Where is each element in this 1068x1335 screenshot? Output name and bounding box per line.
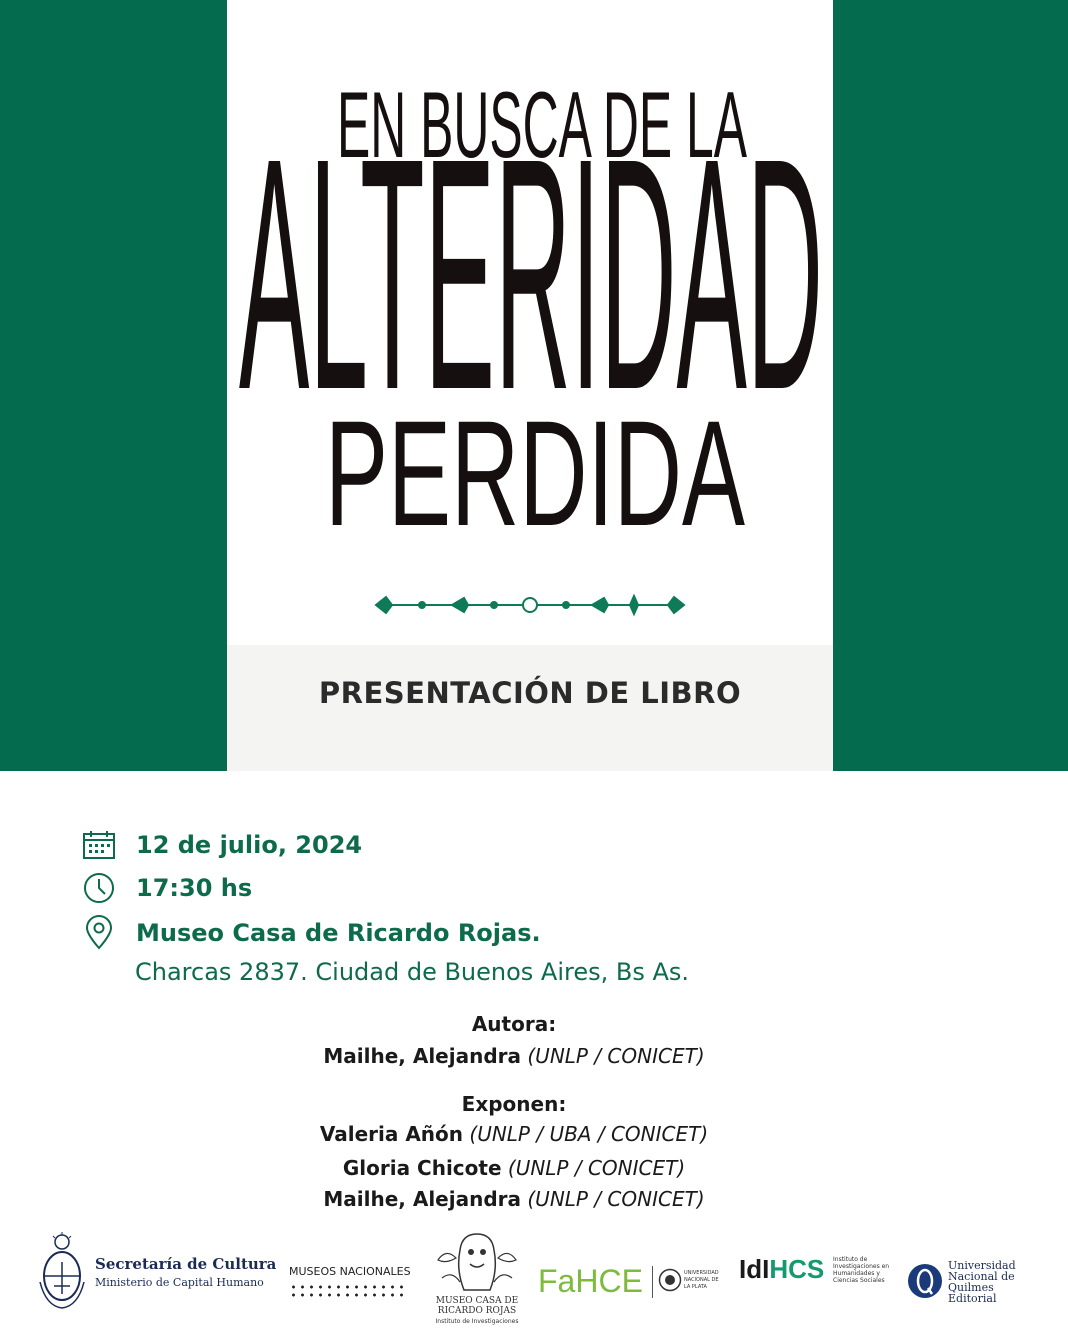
title-line-2: ALTERIDAD xyxy=(239,89,823,458)
author-affiliation: (UNLP / CONICET) xyxy=(527,1044,705,1068)
unlp-logo-text: UNIVERSIDAD NACIONAL DE LA PLATA xyxy=(684,1270,719,1290)
author-label: Autora: xyxy=(471,1012,557,1036)
speaker-affiliation: (UNLP / CONICET) xyxy=(527,1187,705,1211)
museo-rojas-emblem xyxy=(432,1230,522,1296)
idihcs-logo: IdIHCS xyxy=(739,1254,825,1284)
speaker-affiliation: (UNLP / CONICET) xyxy=(507,1156,686,1180)
title-line-1: EN BUSCA DE LA xyxy=(337,72,748,177)
museo-rojas-name: MUSEO CASA DE RICARDO ROJAS xyxy=(435,1296,519,1316)
argentina-coat-of-arms-logo xyxy=(36,1232,88,1310)
museos-nacionales-logo: MUSEOS NACIONALES xyxy=(289,1265,411,1278)
museos-dots-pattern xyxy=(289,1283,407,1299)
clock-icon xyxy=(80,869,118,907)
author-line xyxy=(0,1044,1028,1068)
location-pin-icon xyxy=(80,914,118,952)
event-address: Charcas 2837. Ciudad de Buenos Aires, Bs As. xyxy=(135,958,690,986)
unlp-seal-icon xyxy=(658,1268,682,1292)
speaker-line xyxy=(0,1156,1028,1180)
secretaria-logo-name: Secretaría de Cultura xyxy=(95,1255,277,1273)
logo-separator xyxy=(652,1266,653,1298)
title-line-3: PERDIDA xyxy=(325,389,745,557)
speaker-name: Mailhe, Alejandra xyxy=(323,1187,522,1211)
event-venue: Museo Casa de Ricardo Rojas. xyxy=(136,919,541,947)
event-time: 17:30 hs xyxy=(136,874,253,902)
uq-editorial-seal-icon xyxy=(906,1262,944,1300)
date-row xyxy=(80,825,362,865)
speaker-name: Gloria Chicote xyxy=(342,1156,502,1180)
fahce-logo: FaHCE xyxy=(538,1263,643,1299)
left-green-band xyxy=(0,0,227,771)
calendar-icon xyxy=(80,826,118,864)
idihcs-logo-sub: Instituto de Investigaciones en Humanidades y Ciencias Sociales xyxy=(833,1256,890,1284)
museo-rojas-sub: Instituto de Investigaciones xyxy=(435,1318,519,1325)
speaker-line xyxy=(0,1122,1028,1146)
speaker-name: Valeria Añón xyxy=(319,1122,464,1146)
speaker-line xyxy=(0,1187,1028,1211)
speakers-label: Exponen: xyxy=(461,1092,567,1116)
time-row xyxy=(80,868,252,908)
cover-subtitle: PRESENTACIÓN DE LIBRO xyxy=(318,676,742,710)
venue-row xyxy=(80,913,541,953)
book-cover xyxy=(227,0,833,771)
speaker-affiliation: (UNLP / UBA / CONICET) xyxy=(469,1122,709,1146)
secretaria-logo-sub: Ministerio de Capital Humano xyxy=(95,1276,264,1289)
book-title xyxy=(227,0,833,600)
author-name: Mailhe, Alejandra xyxy=(323,1044,522,1068)
right-green-band xyxy=(833,0,1068,771)
ornament-divider xyxy=(372,588,688,622)
uq-editorial-logo-text: Universidad Nacional de Quilmes Editorial xyxy=(948,1259,1016,1305)
event-date: 12 de julio, 2024 xyxy=(136,831,363,859)
